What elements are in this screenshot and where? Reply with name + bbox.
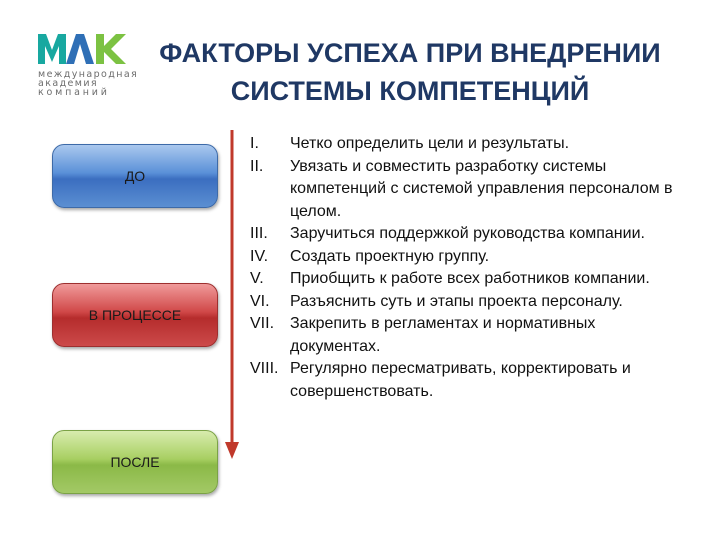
list-item <box>250 223 690 246</box>
stage-after: ПОСЛЕ <box>52 430 218 494</box>
list-item-number: II. <box>250 157 264 175</box>
logo-line-3: компаний <box>38 87 110 98</box>
page-title <box>140 34 680 110</box>
list-item-text: Регулярно пересматривать, корректировать и совершенствовать. <box>290 360 631 400</box>
logo-line-2: академия <box>38 78 99 89</box>
list-item-text: Разъяснить суть и этапы проекта персоналу. <box>290 292 623 310</box>
list-item-number: IV. <box>250 247 269 265</box>
list-item-number: VIII. <box>250 360 279 377</box>
list-item-text: Четко определить цели и результаты. <box>290 135 570 152</box>
timeline-arrow-icon <box>224 130 240 460</box>
title-line-1: ФАКТОРЫ УСПЕХА ПРИ ВНЕДРЕНИИ <box>159 38 661 68</box>
list-item-text: Закрепить в регламентах и нормативных документах. <box>290 315 596 355</box>
list-item-number: III. <box>250 225 268 242</box>
list-item-text: Заручиться поддержкой руководства компании. <box>290 225 645 242</box>
stage-in-process: В ПРОЦЕССЕ <box>52 283 218 347</box>
title-line-2: СИСТЕМЫ КОМПЕТЕНЦИЙ <box>230 76 590 106</box>
list-item-text: Увязать и совместить разработку системы компетенций с системой управления персоналом в целом. <box>290 157 673 220</box>
list-item-number: I. <box>250 135 259 152</box>
logo <box>36 30 139 98</box>
list-item <box>250 268 690 291</box>
list-item <box>250 133 690 156</box>
list-item-number: V. <box>250 270 264 287</box>
list-item-text: Создать проектную группу. <box>290 247 490 265</box>
success-factors-list <box>250 133 690 403</box>
list-item-number: VI. <box>250 292 270 310</box>
list-item-number: VII. <box>250 315 275 332</box>
stage-before: ДО <box>52 144 218 208</box>
list-item-text: Приобщить к работе всех работников компании. <box>290 270 650 287</box>
logo-line-1: международная <box>38 69 139 80</box>
list-item <box>250 156 690 224</box>
logo-mark-icon <box>36 30 128 66</box>
list-item <box>250 291 690 314</box>
list-item <box>250 246 690 269</box>
list-item <box>250 313 690 358</box>
list-item <box>250 358 690 403</box>
